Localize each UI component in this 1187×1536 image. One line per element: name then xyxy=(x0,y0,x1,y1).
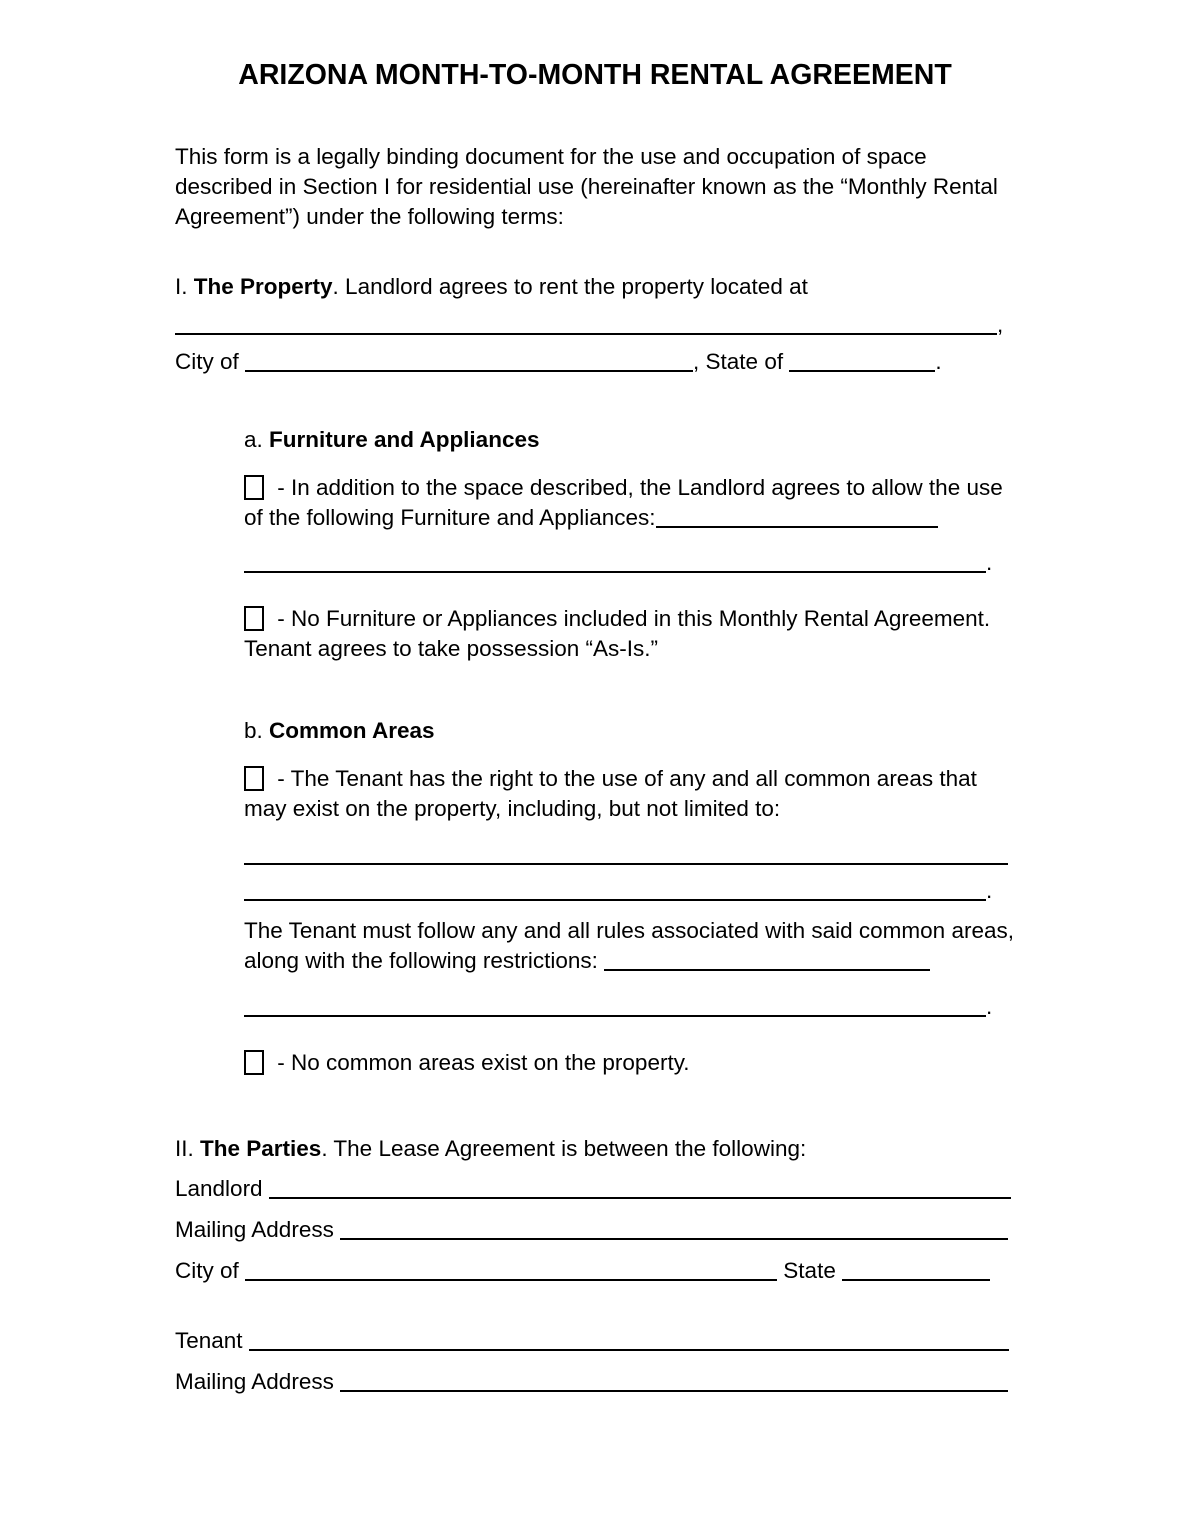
landlord-mailing-row xyxy=(175,1215,1015,1245)
landlord-row xyxy=(175,1174,1015,1204)
property-address-row xyxy=(175,310,1015,340)
state-label: , State of xyxy=(693,348,790,374)
common-areas-field-line1[interactable] xyxy=(244,851,1008,865)
restrictions-field-line2[interactable] xyxy=(244,1003,986,1017)
subsection-a-letter: a. xyxy=(244,426,270,452)
common-areas-period: . xyxy=(986,877,993,903)
restrictions-period: . xyxy=(986,993,993,1019)
section-1-numeral: I. xyxy=(175,273,194,299)
subsection-b-letter: b. xyxy=(244,718,270,744)
furniture-period: . xyxy=(986,550,993,576)
intro-paragraph: This form is a legally binding document for the use and occupation of space described in Section I for residential use (hereinafter known as the “Monthly Rental Agreement”) under the following terms: xyxy=(175,144,998,230)
document-title: ARIZONA MONTH-TO-MONTH RENTAL AGREEMENT xyxy=(238,59,952,91)
no-furniture-text: - No Furniture or Appliances included in this Monthly Rental Agreement. Tenant agrees to take possession “As-Is.” xyxy=(244,606,991,662)
landlord-mailing-address-field[interactable] xyxy=(340,1226,1008,1240)
section-1-text: . Landlord agrees to rent the property located at xyxy=(332,273,808,299)
restrictions-continuation-row xyxy=(244,992,1015,1022)
common-areas-text: - The Tenant has the right to the use of any and all common areas that may exist on the property, including, but not limited to: xyxy=(244,766,977,822)
landlord-city-label: City of xyxy=(175,1258,246,1284)
landlord-label: Landlord xyxy=(175,1176,269,1202)
subsection-b-heading xyxy=(244,716,1015,746)
property-city-state-row xyxy=(175,347,1015,377)
option-no-common-areas xyxy=(244,1048,1015,1078)
tenant-name-field[interactable] xyxy=(249,1337,1009,1351)
landlord-city-field[interactable] xyxy=(245,1267,777,1281)
landlord-state-label: State xyxy=(783,1258,843,1284)
section-2-heading xyxy=(175,1134,1015,1164)
tenant-mailing-label: Mailing Address xyxy=(175,1369,341,1395)
property-city-field[interactable] xyxy=(245,358,693,372)
furniture-included-checkbox[interactable] xyxy=(244,475,264,500)
subsection-a-heading xyxy=(244,425,1015,455)
landlord-state-field[interactable] xyxy=(842,1267,990,1281)
section-1-heading xyxy=(175,272,1015,302)
property-state-field[interactable] xyxy=(789,358,935,372)
furniture-list-field-line2[interactable] xyxy=(244,559,986,573)
property-address-field[interactable] xyxy=(175,321,997,335)
subsection-a-title: Furniture and Appliances xyxy=(269,426,540,452)
landlord-name-field[interactable] xyxy=(269,1185,1011,1199)
option-common-areas xyxy=(244,764,1015,824)
restrictions-field[interactable] xyxy=(604,957,930,971)
no-common-areas-text: - No common areas exist on the property. xyxy=(277,1049,690,1075)
subsection-b-title: Common Areas xyxy=(269,718,435,744)
common-areas-line1-row xyxy=(244,840,1015,870)
city-label: City of xyxy=(175,348,246,374)
common-areas-rules xyxy=(244,916,1015,976)
tenant-label: Tenant xyxy=(175,1328,249,1354)
section-2-title: The Parties xyxy=(200,1135,322,1161)
no-common-areas-checkbox[interactable] xyxy=(244,1050,264,1075)
address-comma: , xyxy=(997,311,1004,337)
furniture-list-field[interactable] xyxy=(656,514,938,528)
tenant-mailing-row xyxy=(175,1367,1015,1397)
subsection-a xyxy=(244,425,1015,1078)
city-state-period: . xyxy=(935,348,942,374)
furniture-included-text: - In addition to the space described, the Landlord agrees to allow the use of the following Furniture and Appliances: xyxy=(244,474,1003,530)
section-2-numeral: II. xyxy=(175,1135,201,1161)
option-no-furniture xyxy=(244,604,1015,664)
rules-text: The Tenant must follow any and all rules associated with said common areas, along with the following restrictions: xyxy=(244,917,1014,973)
section-2-text: . The Lease Agreement is between the following: xyxy=(321,1135,807,1161)
tenant-mailing-address-field[interactable] xyxy=(340,1378,1008,1392)
no-furniture-checkbox[interactable] xyxy=(244,606,264,631)
tenant-row xyxy=(175,1326,1015,1356)
common-areas-checkbox[interactable] xyxy=(244,766,264,791)
option-furniture-included xyxy=(244,473,1015,533)
common-areas-field-line2[interactable] xyxy=(244,887,986,901)
furniture-list-continuation-row xyxy=(244,548,1015,578)
section-1-title: The Property xyxy=(193,273,333,299)
common-areas-line2-row xyxy=(244,876,1015,906)
landlord-mailing-label: Mailing Address xyxy=(175,1217,341,1243)
landlord-city-state-row xyxy=(175,1256,1015,1286)
